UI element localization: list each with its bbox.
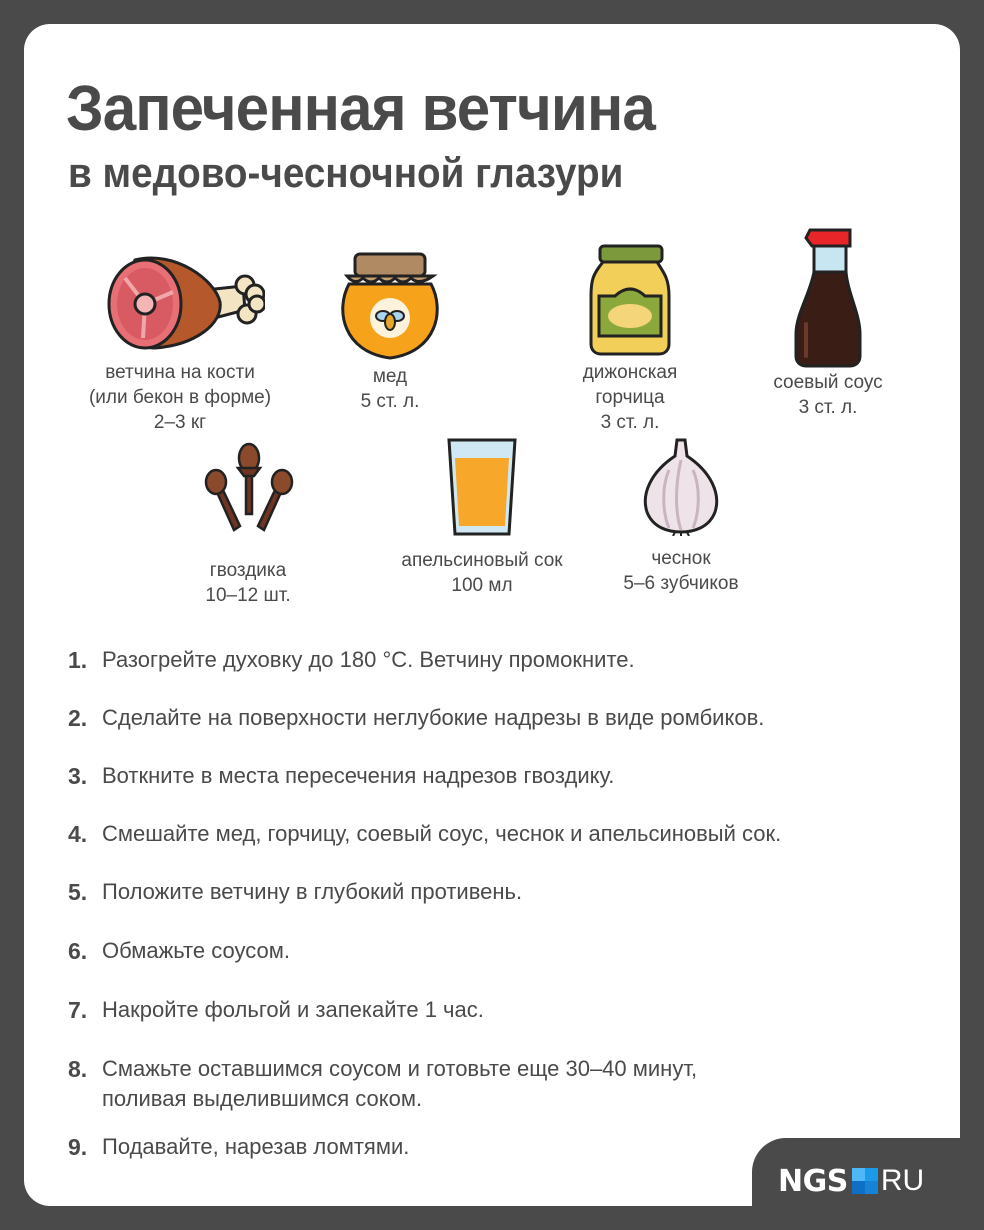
step-number: 7.: [68, 997, 88, 1023]
step-text-line-2: поливая выделившимся соком.: [102, 1086, 423, 1111]
ingredient-cloves: [178, 440, 318, 608]
step-text: Смешайте мед, горчицу, соевый соус, чеснок и апельсиновый сок.: [102, 821, 782, 846]
recipe-subtitle: в медово-чесночной глазури: [68, 149, 624, 196]
step-4: [68, 819, 781, 850]
ingredient-note: (или бекон в форме): [88, 387, 272, 408]
ingredient-amount: 2–3 кг: [153, 412, 207, 433]
step-5: [68, 877, 522, 908]
ingredient-name: апельсиновый сок: [401, 550, 563, 571]
garlic-icon: [641, 436, 721, 536]
recipe-title: Запеченная ветчина: [66, 72, 655, 144]
ingredient-soy-sauce: [758, 224, 898, 420]
step-text: Воткните в места пересечения надрезов гвоздику.: [102, 763, 615, 788]
mustard-jar-icon: [585, 240, 675, 360]
step-number: 4.: [68, 821, 88, 847]
logo-square-icon: [852, 1168, 878, 1194]
recipe-card: [24, 24, 960, 1206]
ingredient-amount: 3 ст. л.: [600, 412, 660, 433]
cloves-icon: [198, 440, 298, 536]
step-number: 8.: [68, 1056, 88, 1082]
step-text: [102, 1054, 697, 1114]
ingredient-amount: 10–12 шт.: [205, 585, 291, 606]
ingredient-name: мед: [372, 366, 408, 387]
step-text-line-1: Смажьте оставшимся соусом и готовьте еще 30–40 минут,: [102, 1056, 698, 1081]
step-9: [68, 1132, 409, 1163]
step-number: 5.: [68, 879, 88, 905]
ingredient-name: чеснок: [651, 548, 711, 569]
step-text: Подавайте, нарезав ломтями.: [102, 1134, 410, 1159]
ingredient-name: дижонская: [582, 362, 678, 383]
ingredient-name: ветчина на кости: [105, 362, 255, 383]
step-2: [68, 703, 764, 734]
ingredient-amount: 3 ст. л.: [798, 397, 858, 418]
step-number: 3.: [68, 763, 88, 789]
step-7: [68, 995, 484, 1026]
card-corner: [724, 1110, 960, 1138]
step-text: Разогрейте духовку до 180 °С. Ветчину промокните.: [102, 647, 635, 672]
ingredient-garlic: [606, 436, 756, 596]
step-text: Сделайте на поверхности неглубокие надрезы в виде ромбиков.: [102, 705, 765, 730]
step-number: 2.: [68, 705, 88, 731]
logo-ru-text: RU: [880, 1164, 925, 1197]
ngs-ru-logo[interactable]: [778, 1163, 924, 1199]
logo-ngs-text: NGS: [778, 1163, 848, 1199]
honey-jar-icon: [335, 240, 445, 364]
step-number: 6.: [68, 938, 88, 964]
ham-icon: [95, 240, 265, 360]
orange-juice-glass-icon: [445, 436, 519, 538]
ingredient-amount: 5 ст. л.: [360, 391, 420, 412]
ingredient-mustard: [560, 240, 700, 435]
step-text: Положите ветчину в глубокий противень.: [102, 879, 523, 904]
soy-sauce-bottle-icon: [788, 224, 868, 370]
ingredient-name: гвоздика: [209, 560, 287, 581]
step-1: [68, 645, 635, 676]
step-6: [68, 936, 290, 967]
ingredient-ham: [62, 240, 298, 435]
step-8: [68, 1054, 697, 1114]
step-text: Накройте фольгой и запекайте 1 час.: [102, 997, 484, 1022]
ingredient-name: соевый соус: [773, 372, 883, 393]
ingredient-amount: 5–6 зубчиков: [623, 573, 739, 594]
ingredient-amount: 100 мл: [451, 575, 513, 596]
step-number: 9.: [68, 1134, 88, 1160]
step-3: [68, 761, 614, 792]
ingredient-name-2: горчица: [595, 387, 665, 408]
ingredient-honey: [320, 240, 460, 414]
step-text: Обмажьте соусом.: [102, 938, 290, 963]
ingredient-orange-juice: [372, 436, 592, 598]
step-number: 1.: [68, 647, 88, 673]
